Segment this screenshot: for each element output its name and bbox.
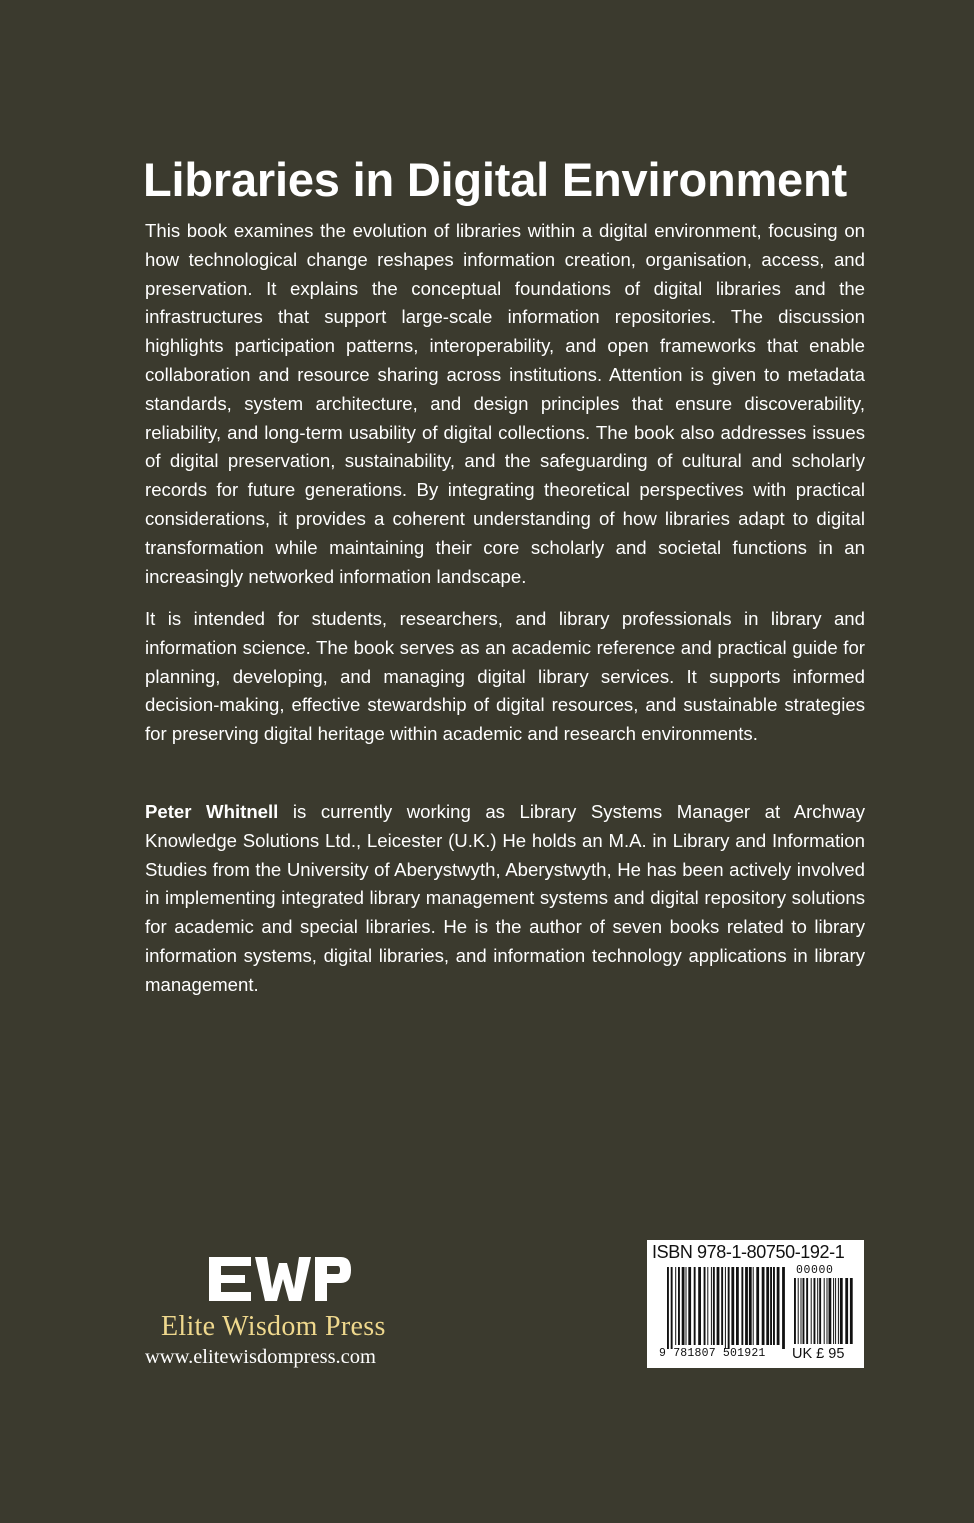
description-paragraph-2: It is intended for students, researchers, and library professionals in library and information science. The book serves as an academic reference and practical guide for planning, developing, and managing digital library services. It supports informed decision-making, effective stewardship of digital resources, and sustainable strategies for preserving digital heritage within academic and research environments. [145, 608, 865, 745]
publisher-name: Elite Wisdom Press [161, 1311, 386, 1342]
barcode-digits: 9 781807 501921 [659, 1347, 766, 1360]
isbn-number: ISBN 978-1-80750-192-1 [652, 1242, 845, 1262]
barcode-addon-digits: 00000 [796, 1264, 834, 1277]
description-paragraph-1: This book examines the evolution of libraries within a digital environment, focusing on how technological change reshapes information creation, organisation, access, and preservation. It explains the conceptual foundations of digital libraries and the infrastructures that support large-scale information repositories. The discussion highlights participation patterns, interoperability, and open frameworks that enable collaboration and resource sharing across institutions. Attention is given to metadata standards, system architecture, and design principles that ensure discoverability, reliability, and long-term usability of digital collections. The book also addresses issues of digital preservation, sustainability, and the safeguarding of cultural and scholarly records for future generations. By integrating theoretical perspectives with practical considerations, it provides a coherent understanding of how libraries adapt to digital transformation while maintaining their core scholarly and societal functions in an increasingly networked information landscape. [145, 220, 865, 587]
publisher-logo [207, 1253, 353, 1305]
isbn-barcode [647, 1240, 864, 1368]
publisher-url: www.elitewisdompress.com [145, 1346, 376, 1368]
price-label: UK £ 95 [792, 1346, 845, 1362]
author-bio: is currently working as Library Systems Manager at Archway Knowledge Solutions Ltd., Leicester (U.K.) He holds an M.A. in Library and Information Studies from the University of Aberystwyth, Aberystwyth, He has been actively involved in implementing integrated library management systems and digital repository solutions for academic and special libraries. He is the author of seven books related to library information systems, digital libraries, and information technology applications in library management. [145, 801, 865, 995]
author-name: Peter Whitnell [145, 801, 279, 822]
book-title: Libraries in Digital Environment [143, 153, 847, 206]
author-paragraph [145, 798, 865, 1000]
